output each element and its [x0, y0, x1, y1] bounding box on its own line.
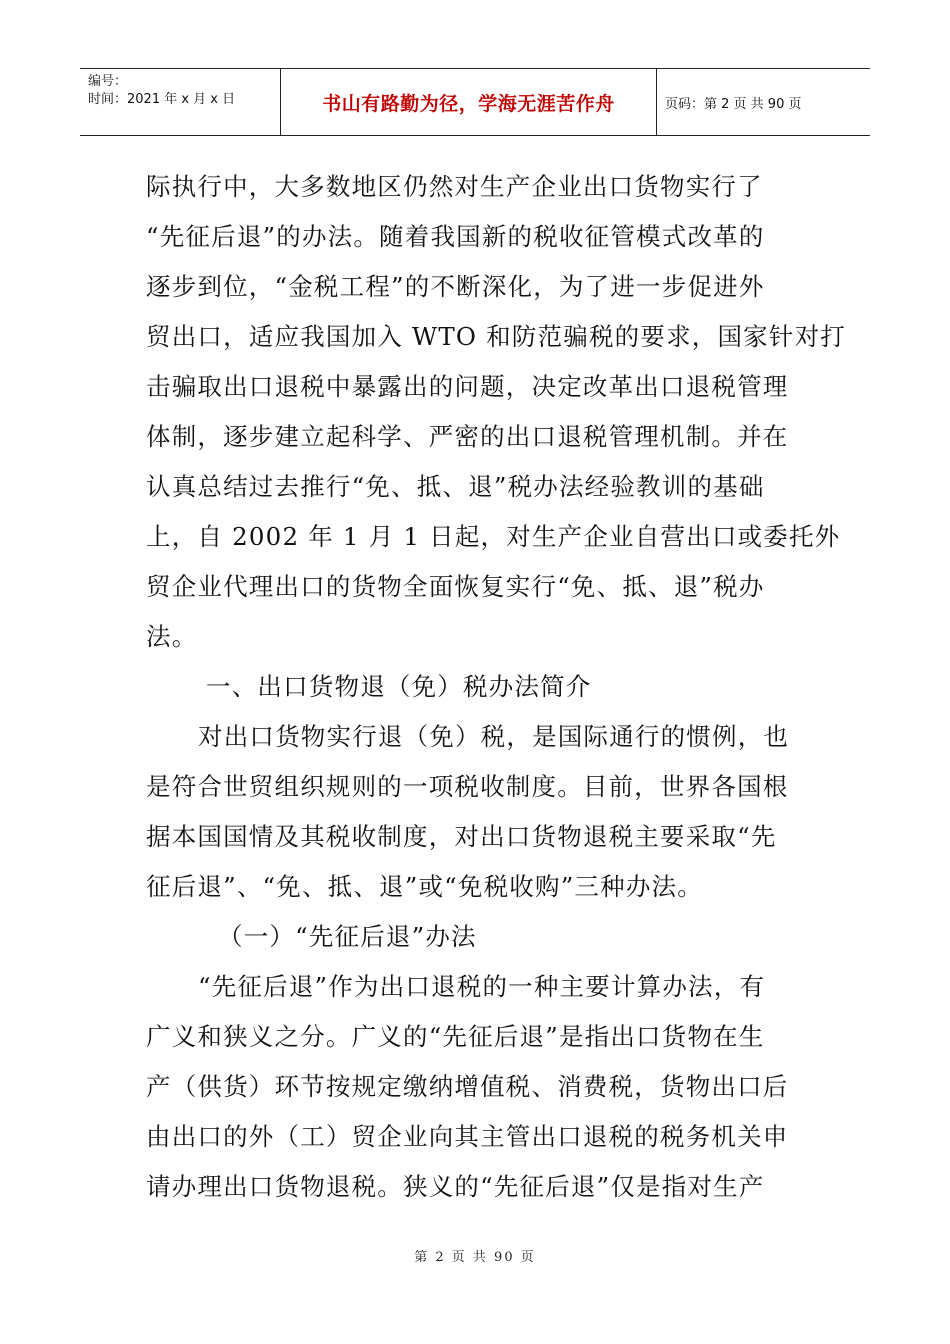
body-line: 贸企业代理出口的货物全面恢复实行“免、抵、退”税办: [146, 572, 765, 601]
body-line: 际执行中，大多数地区仍然对生产企业出口货物实行了: [146, 172, 763, 201]
body-line: 由出口的外（工）贸企业向其主管出口退税的税务机关申: [146, 1122, 789, 1151]
body-line: 上，自 2002 年 1 月 1 日起，对生产企业自营出口或委托外: [146, 522, 841, 551]
body-line: “先征后退”的办法。随着我国新的税收征管模式改革的: [146, 222, 765, 251]
document-time-label: 时间：2021 年 x 月 x 日: [88, 92, 236, 107]
subsection-heading: （一）“先征后退”办法: [218, 922, 477, 951]
motto-text: 书山有路勤为径，学海无涯苦作舟: [322, 92, 615, 115]
document-body: [146, 162, 846, 1212]
body-line: 认真总结过去推行“免、抵、退”税办法经验教训的基础: [146, 472, 765, 501]
body-line: 是符合世贸组织规则的一项税收制度。目前，世界各国根: [146, 772, 789, 801]
body-line: 体制，逐步建立起科学、严密的出口退税管理机制。并在: [146, 422, 789, 451]
body-line: 产（供货）环节按规定缴纳增值税、消费税，货物出口后: [146, 1072, 789, 1101]
body-line: 对出口货物实行退（免）税，是国际通行的惯例，也: [198, 722, 790, 751]
header-page-info: 页码：第 2 页 共 90 页: [665, 96, 802, 112]
body-line: 贸出口，适应我国加入 WTO 和防范骗税的要求，国家针对打: [146, 322, 846, 351]
header-meta-cell: [80, 69, 281, 135]
body-line: 击骗取出口退税中暴露出的问题，决定改革出口退税管理: [146, 372, 789, 401]
body-line: 逐步到位，“金税工程”的不断深化，为了进一步促进外: [146, 272, 765, 301]
section-heading: 一、出口货物退（免）税办法简介: [206, 672, 592, 701]
page-footer: 第 2 页 共 90 页: [414, 1250, 536, 1265]
body-line: 据本国国情及其税收制度，对出口货物退税主要采取“先: [146, 822, 777, 851]
body-line: 征后退”、“免、抵、退”或“免税收购”三种办法。: [146, 872, 703, 901]
body-line: “先征后退”作为出口退税的一种主要计算办法，有: [198, 972, 766, 1001]
header-page-cell: [657, 69, 870, 135]
header-motto-cell: [281, 69, 657, 135]
body-line: 法。: [146, 622, 198, 651]
body-line: 广义和狭义之分。广义的“先征后退”是指出口货物在生: [146, 1022, 765, 1051]
body-line: 请办理出口货物退税。狭义的“先征后退”仅是指对生产: [146, 1172, 765, 1201]
document-number-label: 编号：: [88, 74, 128, 89]
page-header: [80, 68, 870, 136]
